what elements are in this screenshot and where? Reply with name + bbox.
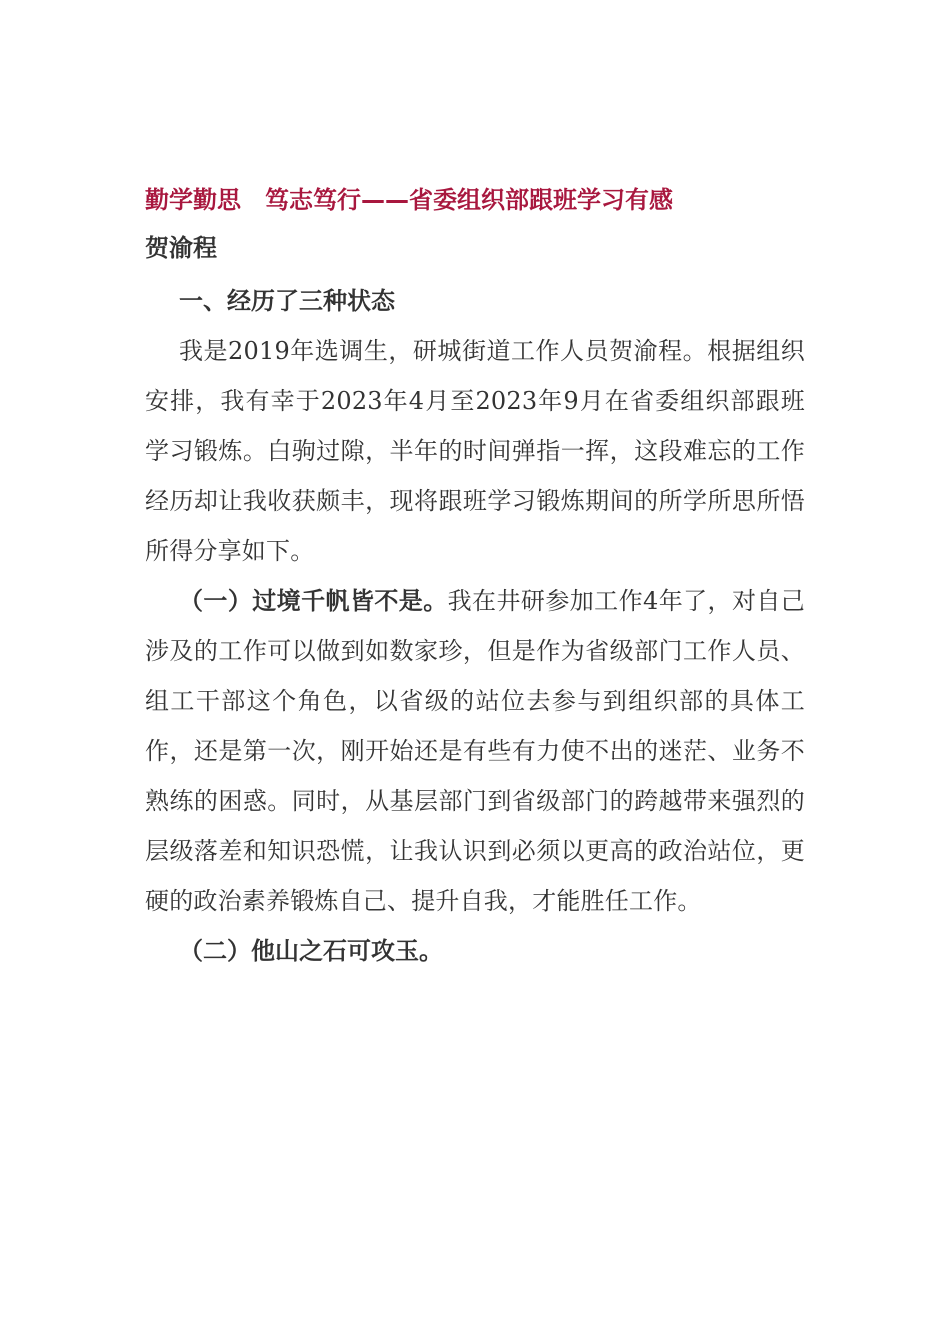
document-title: 勤学勤思 笃志笃行——省委组织部跟班学习有感 [145,186,673,214]
document-page [145,178,805,976]
paragraph-2 [145,576,805,926]
section-heading-1: 一、经历了三种状态 [179,287,395,315]
author-name: 贺渝程 [145,234,217,262]
paragraph-2-body: 我在井研参加工作4年了，对自己涉及的工作可以做到如数家珍，但是作为省级部门工作人员、组工干部这个角色，以省级的站位去参与到组织部的具体工作，还是第一次，刚开始还是有些有力使不出的迷茫、业务不熟练的困惑。同时，从基层部门到省级部门的跨越带来强烈的层级落差和知识恐慌，让我认识到必须以更高的政治站位，更硬的政治素养锻炼自己、提升自我，才能胜任工作。 [145,587,805,915]
paragraph-1: 我是2019年选调生，研城街道工作人员贺渝程。根据组织安排，我有幸于2023年4月至2023年9月在省委组织部跟班学习锻炼。白驹过隙，半年的时间弹指一挥，这段难忘的工作经历却让我收获颇丰，现将跟班学习锻炼期间的所学所思所悟所得分享如下。 [145,337,805,565]
subheading-2: （二）他山之石可攻玉。 [179,937,443,965]
paragraph-2-lead: （一）过境千帆皆不是。 [179,587,448,615]
